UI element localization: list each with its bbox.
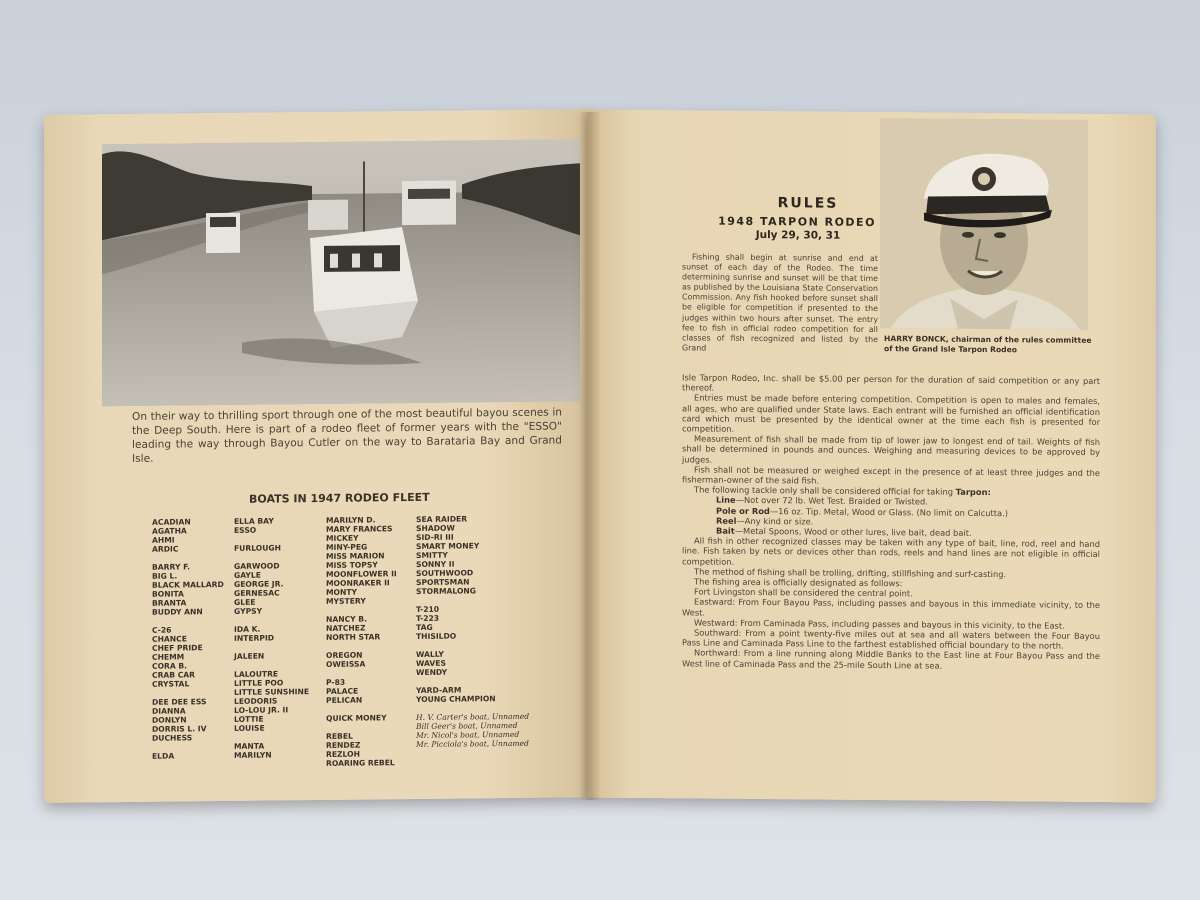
- rules-southward: Southward: From a point twenty-five miles out at sea and all waters between the Four Bayou Pass Line and Caminada Pass Line to the farthest established official boundary to the north.: [682, 627, 1100, 651]
- tackle-label: Bait: [716, 525, 735, 536]
- rules-weighing: Fish shall not be measured or weighed except in the presence of at least three judges and the fisherman-owner of the said fish.: [682, 464, 1100, 486]
- boat-name: DEE DEE ESS: [152, 697, 207, 707]
- boat-name: MYSTERY: [326, 596, 366, 606]
- boat-name: Mr. Picciola's boat, Unnamed: [416, 738, 529, 749]
- boat-name: BUDDY ANN: [152, 607, 203, 617]
- boat-name: MISS MARION: [326, 551, 385, 561]
- boat-name: FURLOUGH: [234, 543, 281, 553]
- boat-name: MANTA: [234, 741, 265, 751]
- fleet-list-title: BOATS IN 1947 RODEO FLEET: [249, 490, 430, 506]
- boat-name: JALEEN: [234, 651, 265, 661]
- boat-name: GERNESAC: [234, 588, 280, 598]
- tackle-text: —Any kind or size.: [736, 515, 814, 527]
- booklet-spine: [579, 112, 601, 800]
- boat-name: P-83: [326, 677, 346, 687]
- boat-name: PELICAN: [326, 695, 363, 705]
- rules-measurement: Measurement of fish shall be made from tip of lower jaw to longest end of tail. Weights of fish shall be determined in pounds and ounces. Weighing and measuring devices to be approved by judges.: [682, 433, 1100, 465]
- boat-name: LOTTIE: [234, 714, 264, 724]
- tackle-intro-text: The following tackle only shall be considered official for taking: [694, 484, 954, 497]
- boat-name: INTERPID: [234, 633, 275, 643]
- boat-name: IDA K.: [234, 624, 261, 634]
- tackle-label: Reel: [716, 515, 737, 526]
- boat-name: SMITTY: [416, 550, 448, 560]
- boat-name: CRYSTAL: [152, 679, 190, 689]
- boat-name: ARDIC: [152, 544, 179, 554]
- boat-name: ACADIAN: [152, 517, 191, 527]
- tackle-target: Tarpon:: [955, 486, 991, 498]
- boat-name: SONNY II: [416, 559, 455, 569]
- rules-other-classes: All fish in other recognized classes may be taken with any type of bait, line, rod, reel and hand line. Fish taken by nets or devices other than rods, reels and hand lines are not eligible in official competition.: [682, 535, 1100, 567]
- rules-paragraph-opening: Fishing shall begin at sunrise and end at sunset of each day of the Rodeo. The time determining sunrise and sunset will be that time as published by the Louisiana State Conservation Commission. Any fish hooked before sunset shall be eligible for competition if presented to the judges within two hours after sunset. The entry fee to fish in official rodeo competition for all classes of fish recognized and listed by the Grand: [682, 252, 878, 353]
- boat-name: MOONRAKER II: [326, 578, 390, 588]
- boat-name: QUICK MONEY: [326, 713, 387, 723]
- boat-name: BARRY F.: [152, 562, 191, 572]
- rules-eastward: Eastward: From Four Bayou Pass, including passes and bayous in this immediate vicinity, to the West.: [682, 596, 1100, 618]
- portrait-caption-name: HARRY BONCK,: [884, 334, 949, 344]
- harry-bonck-portrait: [880, 118, 1088, 330]
- boat-name: LO-LOU JR. II: [234, 705, 289, 715]
- tackle-list: [682, 495, 1100, 539]
- boat-name: MOONFLOWER II: [326, 569, 397, 579]
- rules-title: RULES: [777, 195, 839, 212]
- boat-name: DUCHESS: [152, 733, 193, 743]
- boats-on-bayou-image: [102, 139, 580, 406]
- photo-caption: On their way to thrilling sport through one of the most beautiful bayou scenes in the Deep South. Here is part of a rodeo fleet of former years with the "ESSO" leading the way through Bayou Cutler on the way to Barataria Bay and Grand Isle.: [132, 406, 562, 465]
- boat-name: H. V. Carter's boat, Unnamed: [416, 711, 530, 722]
- boat-name: BRANTA: [152, 598, 187, 608]
- boat-name: DORRIS L. IV: [152, 724, 207, 734]
- rules-method: The method of fishing shall be trolling, drifting, stillfishing and surf-casting.: [694, 566, 1007, 580]
- rules-fort: Fort Livingston shall be considered the central point.: [694, 586, 913, 599]
- boat-name: BLACK MALLARD: [152, 579, 224, 590]
- boat-name: WALLY: [416, 649, 444, 659]
- tackle-text: —Metal Spoons, Wood or other lures, live bait, dead bait.: [734, 525, 972, 538]
- rules-entry-fee: Isle Tarpon Rodeo, Inc. shall be $5.00 per person for the duration of said competition or any part thereof.: [682, 372, 1100, 393]
- boat-name: ROARING REBEL: [326, 758, 395, 768]
- boat-name: SMART MONEY: [416, 541, 480, 551]
- right-page: [588, 110, 1156, 803]
- fleet-column-2: [234, 516, 309, 760]
- tackle-label: Line: [716, 495, 736, 506]
- boat-name: MARY FRANCES: [326, 524, 393, 534]
- boat-name: LALOUTRE: [234, 669, 279, 679]
- boat-name: BONITA: [152, 589, 184, 599]
- rules-northward: Northward: From a line running along Middle Banks to the East line at Four Bayou Pass and the West line of Caminada Pass and the 25-mile South Line at sea.: [682, 647, 1100, 671]
- boat-name: CHEF PRIDE: [152, 643, 203, 653]
- boat-name: THISILDO: [416, 631, 457, 641]
- boat-name: RENDEZ: [326, 740, 361, 750]
- boat-name: REBEL: [326, 731, 353, 741]
- boat-name: GEORGE JR.: [234, 579, 284, 589]
- boat-name: GLEE: [234, 597, 256, 607]
- boat-name: WENDY: [416, 667, 448, 677]
- boat-name: DIANNA: [152, 706, 186, 716]
- fleet-column-3: [326, 515, 397, 768]
- boat-name: PALACE: [326, 686, 359, 696]
- boat-name: NANCY B.: [326, 614, 367, 624]
- boat-name: MINY-PEG: [326, 542, 368, 552]
- boat-name: SEA RAIDER: [416, 514, 468, 524]
- boat-name: MARILYN D.: [326, 515, 376, 525]
- fleet-column-4: [416, 514, 529, 749]
- boat-name: OWEISSA: [326, 659, 366, 669]
- boats-photo: [102, 139, 580, 406]
- boat-name: ESSO: [234, 525, 257, 535]
- boat-name: BIG L.: [152, 571, 178, 581]
- boat-name: MICKEY: [326, 533, 359, 543]
- boat-name: SID-RI III: [416, 532, 454, 542]
- boat-name: OREGON: [326, 650, 363, 660]
- tackle-text: —Not over 72 lb. Wet Test. Braided or Twisted.: [735, 495, 928, 507]
- captain-portrait-image: [880, 118, 1088, 330]
- boat-name: LOUISE: [234, 723, 265, 733]
- open-booklet: [44, 112, 1156, 800]
- boat-name: T-223: [416, 613, 440, 623]
- boat-name: GAYLE: [234, 570, 261, 580]
- boat-name: LITTLE SUNSHINE: [234, 687, 310, 697]
- fleet-column-1: [152, 517, 224, 761]
- boat-name: GARWOOD: [234, 561, 280, 571]
- boat-name: TAG: [416, 622, 433, 632]
- boat-name: MONTY: [326, 587, 358, 597]
- boat-name: AHMI: [152, 535, 175, 545]
- boat-name: CHANCE: [152, 634, 187, 644]
- boat-name: GYPSY: [234, 606, 263, 616]
- boat-name: LITTLE POO: [234, 678, 284, 688]
- boat-name: MISS TOPSY: [326, 560, 378, 570]
- boat-name: AGATHA: [152, 526, 187, 536]
- boat-name: Bill Geer's boat, Unnamed: [416, 720, 518, 731]
- left-page: [44, 109, 590, 803]
- boat-name: NORTH STAR: [326, 632, 381, 642]
- boat-name: REZLOH: [326, 749, 360, 759]
- portrait-caption: [884, 334, 1094, 356]
- boat-name: LEODORIS: [234, 696, 278, 706]
- boat-name: DONLYN: [152, 715, 187, 725]
- boat-name: STORMALONG: [416, 586, 476, 596]
- rules-subtitle: 1948 TARPON RODEO: [718, 214, 876, 230]
- tackle-text: —16 oz. Tip. Metal, Wood or Glass. (No limit on Calcutta.): [769, 505, 1009, 518]
- boat-name: SOUTHWOOD: [416, 568, 474, 578]
- boat-name: CRAB CAR: [152, 670, 196, 680]
- boat-name: WAVES: [416, 658, 446, 668]
- boat-name: NATCHEZ: [326, 623, 366, 633]
- boat-name: ELLA BAY: [234, 516, 274, 526]
- tackle-label: Pole or Rod: [716, 505, 770, 516]
- rules-entries: Entries must be made before entering competition. Competition is open to males and females, all ages, who are qualified under State laws. Each entrant will be furnished an official identification card which must be presented by the identical owner at the time each fish is presented for competition.: [682, 392, 1100, 434]
- boat-name: CHEMM: [152, 652, 185, 662]
- boat-name: MARILYN: [234, 750, 272, 760]
- rules-westward: Westward: From Caminada Pass, including passes and bayous in this vicinity, to the East.: [694, 617, 1065, 631]
- boat-name: YARD-ARM: [416, 685, 462, 695]
- boat-name: SPORTSMAN: [416, 577, 470, 587]
- rules-area: The fishing area is officially designated as follows:: [694, 576, 903, 589]
- rules-body: [682, 372, 1100, 672]
- boat-name: Mr. Nicol's boat, Unnamed: [416, 729, 520, 740]
- boat-name: SHADOW: [416, 523, 455, 533]
- boat-name: YOUNG CHAMPION: [416, 694, 496, 704]
- boat-name: CORA B.: [152, 661, 188, 671]
- boat-name: ELDA: [152, 751, 175, 761]
- boat-name: T-210: [416, 604, 440, 614]
- portrait-caption-text: chairman of the rules committee of the Grand Isle Tarpon Rodeo: [884, 334, 1092, 355]
- boat-name: C-26: [152, 625, 172, 635]
- rules-dates: July 29, 30, 31: [755, 228, 841, 242]
